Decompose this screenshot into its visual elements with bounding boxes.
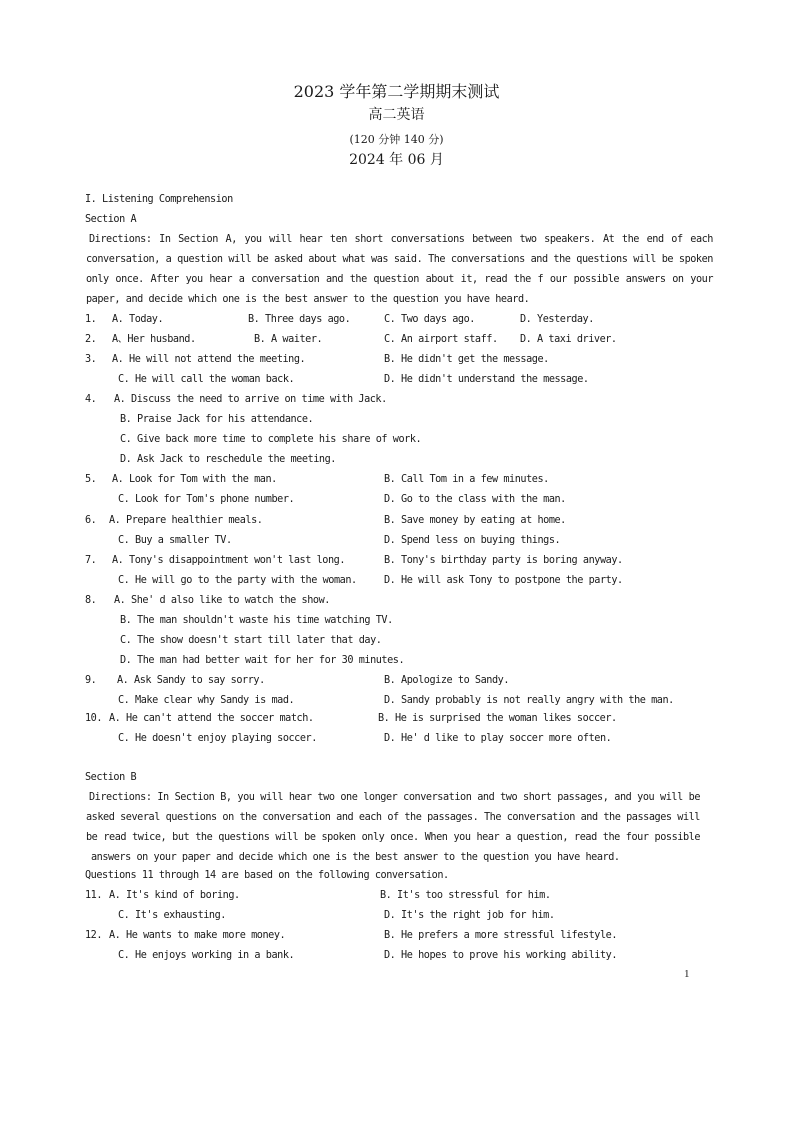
option-c: C. An airport staff.: [384, 334, 498, 345]
option-c: C. The show doesn't start till later that day.: [120, 635, 382, 646]
option-c: C. He will go to the party with the woman.: [118, 575, 357, 586]
section-b-intro: Questions 11 through 14 are based on the following conversation.: [85, 870, 449, 881]
option-d: D. Go to the class with the man.: [384, 494, 566, 505]
section-b-heading: Section B: [85, 772, 137, 783]
exam-subject: 高二英语: [368, 107, 425, 123]
question-number: 2.: [85, 334, 97, 345]
question-number: 9.: [85, 675, 97, 686]
option-c: C. It's exhausting.: [118, 910, 226, 921]
question-number: 7.: [85, 555, 97, 566]
option-a: A. He can't attend the soccer match.: [109, 713, 314, 724]
option-d: D. The man had better wait for her for 30 minutes.: [120, 655, 405, 666]
option-c: C. Give back more time to complete his share of work.: [120, 434, 422, 445]
option-a: A. Today.: [112, 314, 164, 325]
option-a: A. He wants to make more money.: [109, 930, 286, 941]
option-a: A. Prepare healthier meals.: [109, 515, 263, 526]
page-number: 1: [684, 968, 690, 980]
option-b: B. Call Tom in a few minutes.: [384, 474, 549, 485]
option-c: C. Look for Tom's phone number.: [118, 494, 295, 505]
exam-title: 2023 学年第二学期期末测试: [293, 82, 500, 101]
question-number: 11.: [85, 890, 103, 901]
option-a: A. Discuss the need to arrive on time with Jack.: [114, 394, 387, 405]
exam-duration: (120 分钟 140 分): [349, 133, 444, 146]
option-a: A. It's kind of boring.: [109, 890, 240, 901]
option-c: C. Two days ago.: [384, 314, 475, 325]
question-number: 6.: [85, 515, 97, 526]
option-d: D. It's the right job for him.: [384, 910, 555, 921]
section-a-heading: Section A: [85, 214, 137, 225]
option-d: D. He' d like to play soccer more often.: [384, 733, 612, 744]
option-c: C. He enjoys working in a bank.: [118, 950, 295, 961]
option-d: D. He didn't understand the message.: [384, 374, 589, 385]
question-number: 10.: [85, 713, 103, 724]
option-b: B. It's too stressful for him.: [380, 890, 551, 901]
option-d: D. Yesterday.: [520, 314, 594, 325]
option-a: A. She' d also like to watch the show.: [114, 595, 330, 606]
option-b: B. Three days ago.: [248, 314, 351, 325]
exam-date: 2024 年 06 月: [349, 152, 444, 168]
option-b: B. He prefers a more stressful lifestyle.: [384, 930, 618, 941]
option-b: B. He didn't get the message.: [384, 354, 549, 365]
option-a: A. Tony's disappointment won't last long.: [112, 555, 346, 566]
question-number: 8.: [85, 595, 97, 606]
option-d: D. A taxi driver.: [520, 334, 617, 345]
option-b: B. Tony's birthday party is boring anyway.: [384, 555, 623, 566]
section-a-directions-line: conversation, a question will be asked about what was said. The conversations and the questions will be spoken: [86, 254, 713, 265]
option-a: A. Look for Tom with the man.: [112, 474, 277, 485]
section-b-directions-line: asked several questions on the conversation and each of the passages. The conversation and the passages will: [86, 812, 700, 823]
option-b: B. Praise Jack for his attendance.: [120, 414, 314, 425]
question-number: 1.: [85, 314, 97, 325]
option-c: C. He will call the woman back.: [118, 374, 295, 385]
option-d: D. He hopes to prove his working ability.: [384, 950, 618, 961]
section-a-directions-line: only once. After you hear a conversation and the question about it, read the f our possible answers on your: [86, 274, 713, 285]
option-b: B. Save money by eating at home.: [384, 515, 566, 526]
option-a: A. He will not attend the meeting.: [112, 354, 306, 365]
question-number: 5.: [85, 474, 97, 485]
option-d: D. He will ask Tony to postpone the party.: [384, 575, 623, 586]
option-b: B. A waiter.: [254, 334, 323, 345]
section-a-directions-line: paper, and decide which one is the best answer to the question you have heard.: [86, 294, 530, 305]
option-c: C. Make clear why Sandy is mad.: [118, 695, 295, 706]
option-d: D. Spend less on buying things.: [384, 535, 561, 546]
part-heading: I. Listening Comprehension: [85, 194, 233, 205]
option-a: A. Ask Sandy to say sorry.: [117, 675, 265, 686]
option-b: B. Apologize to Sandy.: [384, 675, 510, 686]
option-d: D. Sandy probably is not really angry with the man.: [384, 695, 674, 706]
option-c: C. He doesn't enjoy playing soccer.: [118, 733, 317, 744]
question-number: 3.: [85, 354, 97, 365]
option-c: C. Buy a smaller TV.: [118, 535, 232, 546]
section-b-directions-line: answers on your paper and decide which one is the best answer to the question you have heard.: [91, 852, 620, 863]
option-b: B. The man shouldn't waste his time watching TV.: [120, 615, 393, 626]
option-b: B. He is surprised the woman likes soccer.: [378, 713, 617, 724]
option-d: D. Ask Jack to reschedule the meeting.: [120, 454, 336, 465]
question-number: 4.: [85, 394, 97, 405]
option-a: A、Her husband.: [112, 334, 196, 345]
section-b-directions-line: Directions: In Section B, you will hear two one longer conversation and two short passages, and you will be: [89, 792, 700, 803]
section-b-directions-line: be read twice, but the questions will be spoken only once. When you hear a question, read the four possible: [86, 832, 700, 843]
section-a-directions-line: Directions: In Section A, you will hear ten short conversations between two speakers. At the end of each: [89, 234, 713, 245]
question-number: 12.: [85, 930, 103, 941]
